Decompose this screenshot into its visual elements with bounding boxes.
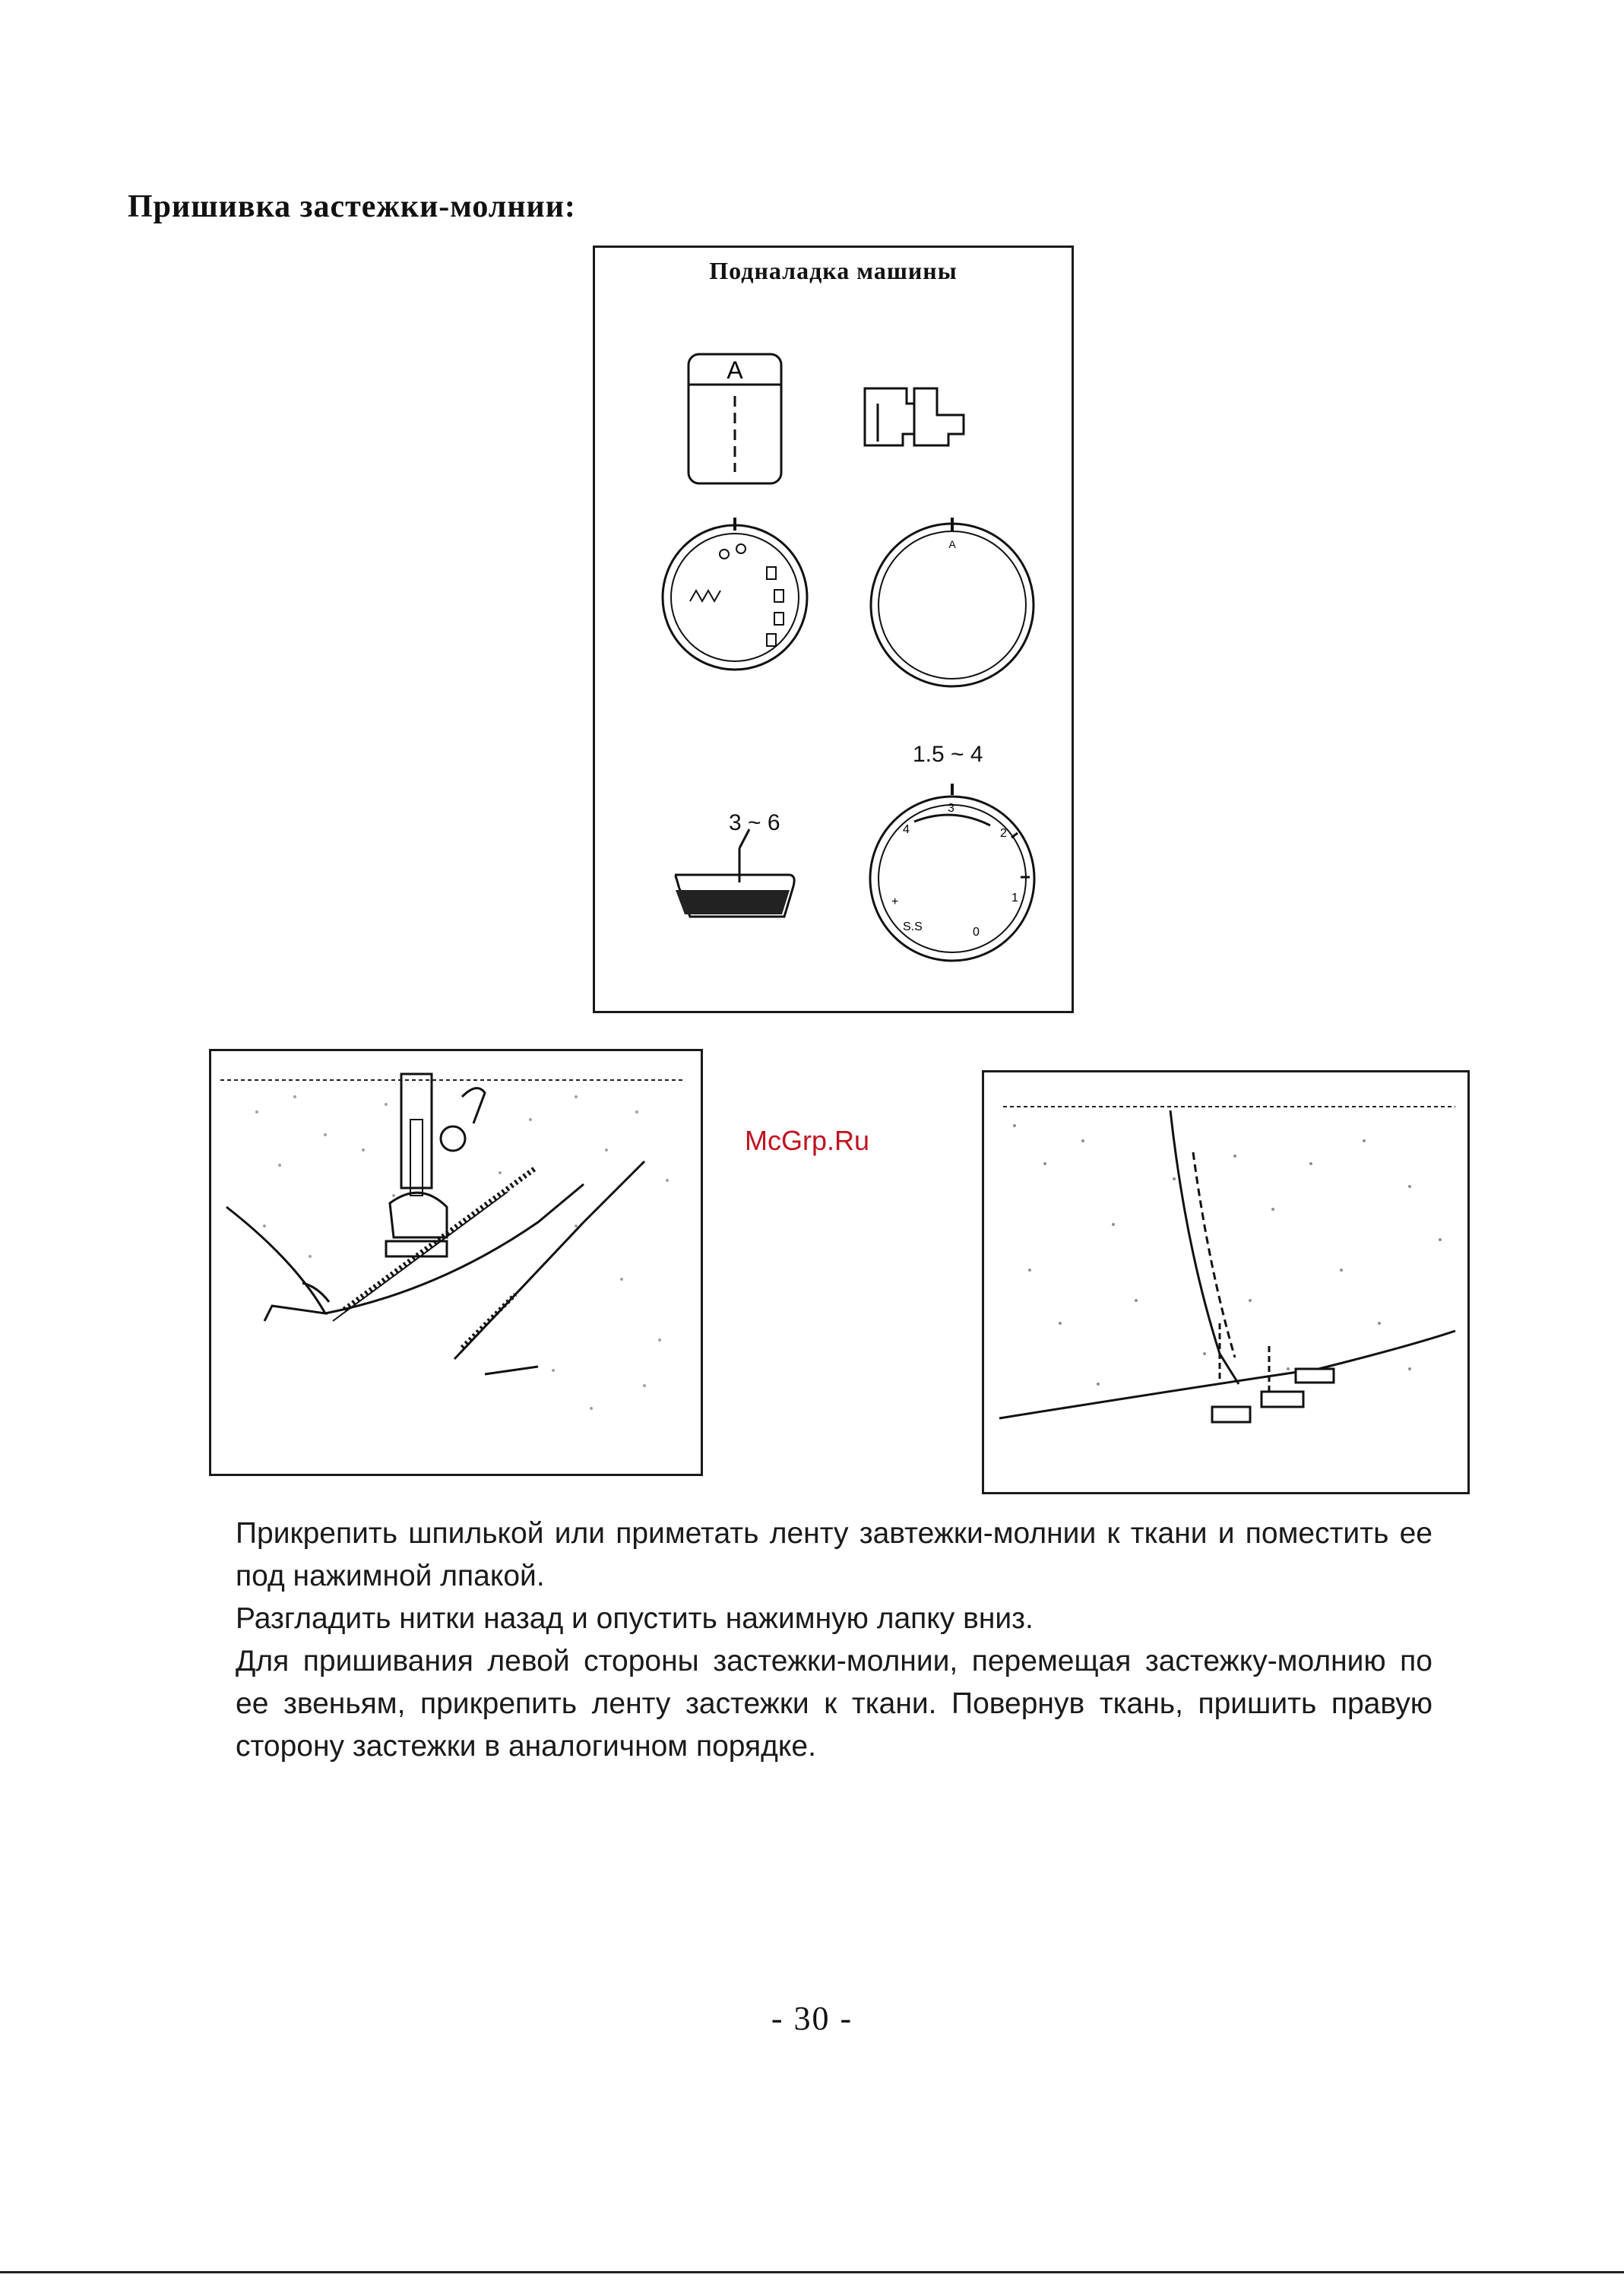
machine-setup-diagram — [595, 248, 1072, 1011]
bottom-rule — [0, 2271, 1624, 2273]
length-dial-number: 2 — [1000, 827, 1007, 840]
instructions-text — [236, 1513, 1432, 1768]
zipper-sewing-illustration — [209, 1049, 703, 1476]
stitch-length-range-label: 1.5 ~ 4 — [913, 742, 983, 767]
pattern-dial-mark: A — [948, 538, 956, 550]
machine-setup-title: Подналадка машины — [709, 257, 958, 284]
tension-range-label: 3 ~ 6 — [729, 810, 780, 835]
page-title: Пришивка застежки-молнии: — [128, 189, 576, 224]
watermark: McGrp.Ru — [745, 1125, 870, 1156]
instruction-paragraph: Прикрепить шпилькой или приметать ленту завтежки-молнии к ткани и поместить ее под нажимной лпакой. — [236, 1517, 1432, 1592]
length-dial-number: 1 — [1011, 892, 1018, 904]
instruction-paragraph: Для пришивания левой стороны застежки-молнии, перемещая застежку-молнию по ее звеньям, прикрепить ленту застежки к ткани. Повернув ткань, пришить правую сторону застежки в аналогичном порядке. — [236, 1645, 1432, 1763]
finished-zipper-illustration — [982, 1070, 1470, 1494]
machine-setup-panel — [593, 246, 1074, 1013]
length-dial-number: S.S — [903, 920, 923, 933]
zipper-foot-icon — [865, 388, 964, 445]
length-dial-number: + — [891, 895, 899, 908]
page-number: - 30 - — [771, 2000, 853, 2037]
tension-dial-icon — [675, 829, 794, 917]
pattern-selector-dial-icon — [663, 518, 807, 670]
presser-foot-letter: A — [727, 356, 743, 384]
length-dial-number: 3 — [948, 802, 954, 815]
zipper-sewing-drawing — [211, 1051, 701, 1474]
length-dial-number: 0 — [973, 926, 980, 939]
finished-zipper-drawing — [984, 1072, 1467, 1492]
length-dial-number: 4 — [903, 823, 910, 836]
instruction-paragraph: Разгладить нитки назад и опустить нажимную лапку вниз. — [236, 1602, 1034, 1635]
